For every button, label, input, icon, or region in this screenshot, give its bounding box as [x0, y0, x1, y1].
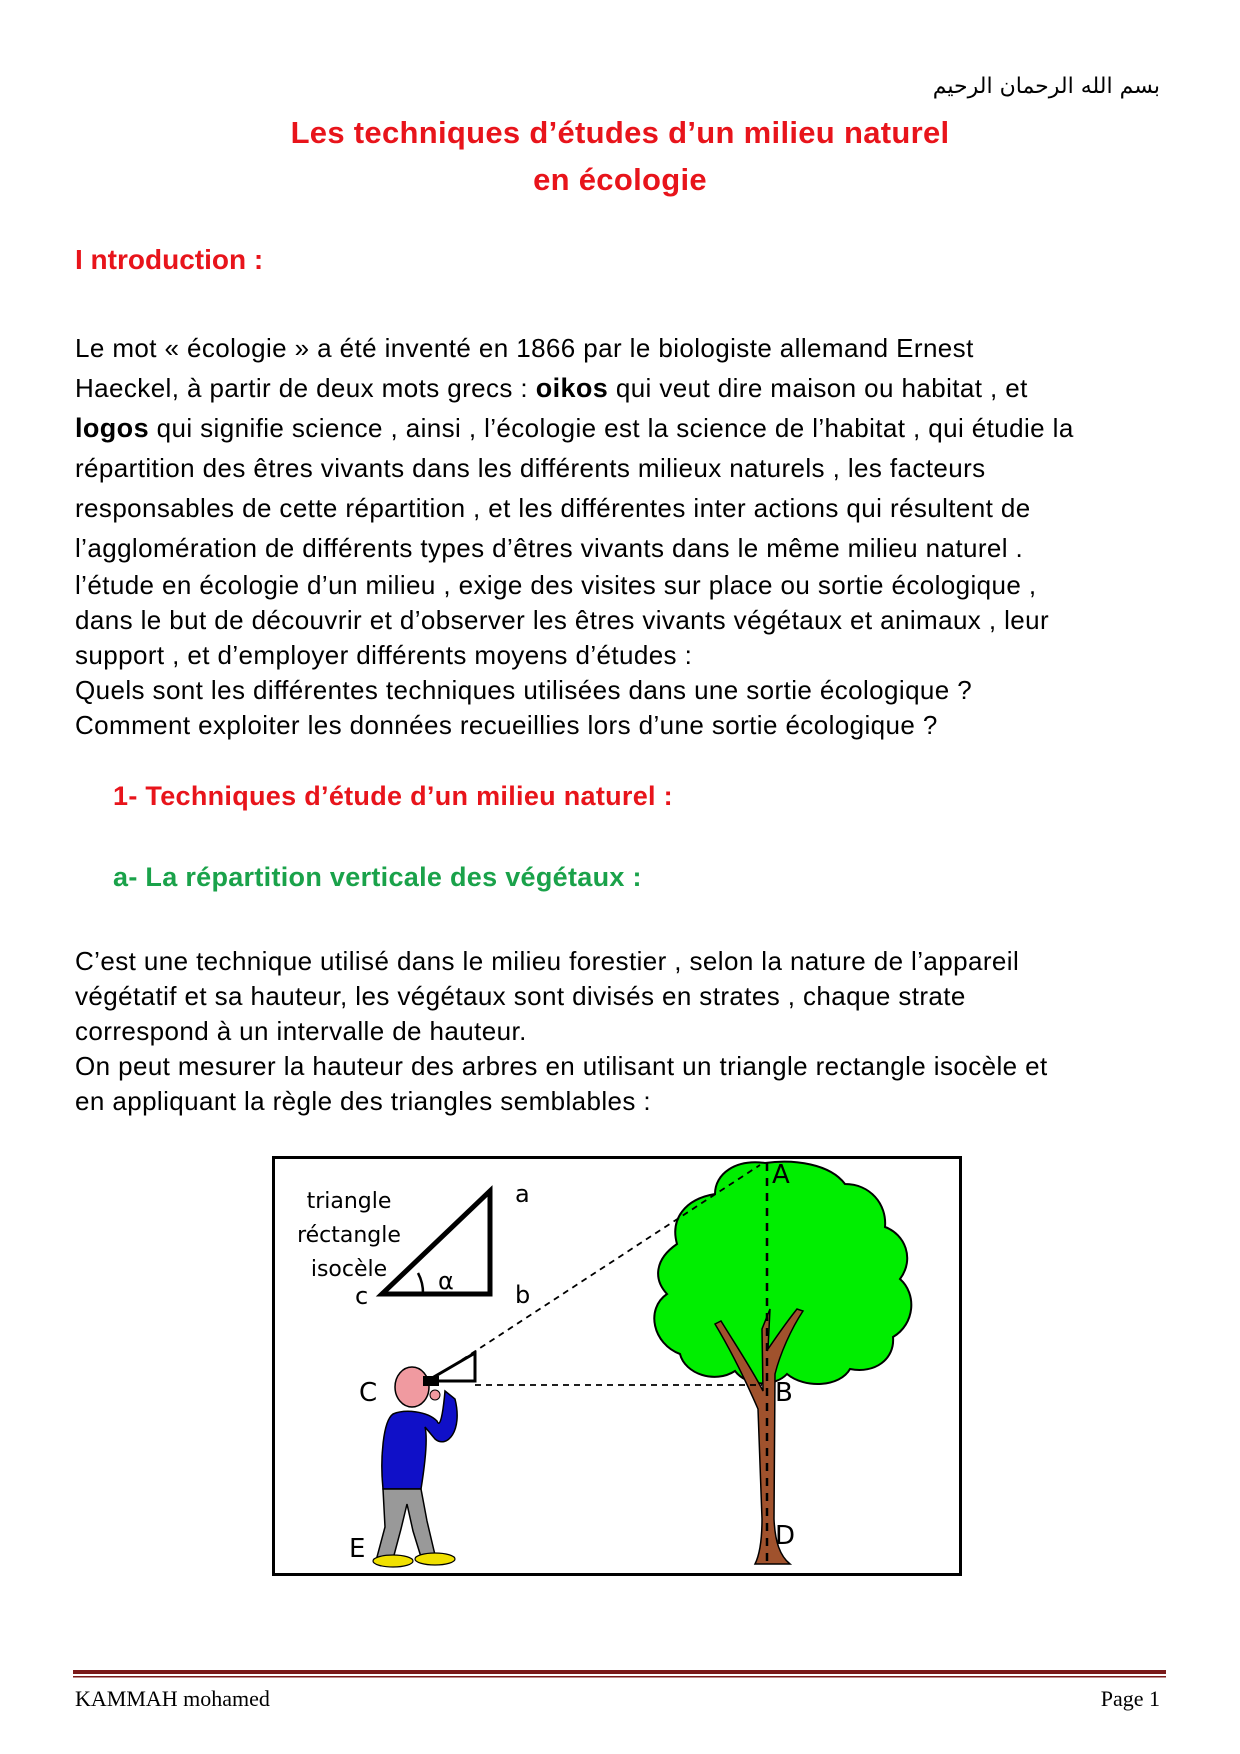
vertex-c-label: c — [355, 1282, 369, 1310]
tree-height-figure — [272, 1156, 962, 1576]
section-1-heading: 1- Techniques d’étude d’un milieu naturel : — [113, 781, 673, 811]
text-line: C’est une technique utilisé dans le milieu forestier , selon la nature de l’appareil — [75, 946, 1020, 976]
footer-page-number: Page 1 — [1100, 1686, 1160, 1711]
page-title-line2: en écologie — [533, 162, 707, 197]
text-line: l’étude en écologie d’un milieu , exige des visites sur place ou sortie écologique , — [75, 570, 1037, 600]
footer-rule — [73, 1670, 1166, 1678]
text-line: support , et d’employer différents moyens d’études : — [75, 640, 693, 670]
text-line: l’agglomération de différents types d’êtres vivants dans le même milieu naturel . — [75, 533, 1024, 563]
page-title-line1: Les techniques d’études d’un milieu naturel — [290, 115, 950, 150]
point-E-label: E — [349, 1534, 366, 1564]
text-line: Le mot « écologie » a été inventé en 1866 par le biologiste allemand Ernest — [75, 333, 974, 363]
term-oikos: oikos — [535, 373, 609, 403]
text-line: dans le but de découvrir et d’observer les êtres vivants végétaux et animaux , leur — [75, 605, 1050, 635]
point-B-label: B — [775, 1378, 793, 1408]
text-line: logos qui signifie science , ainsi , l’écologie est la science de l’habitat , qui étudie la — [75, 413, 1074, 443]
introduction-heading: I ntroduction : — [75, 244, 264, 275]
text-line: correspond à un intervalle de hauteur. — [75, 1016, 527, 1046]
text-line: répartition des êtres vivants dans les différents milieux naturels , les facteurs — [75, 453, 986, 483]
point-A-label: A — [772, 1160, 790, 1190]
point-D-label: D — [775, 1521, 796, 1551]
tree-height-diagram — [275, 1159, 959, 1573]
text-line: Quels sont les différentes techniques utilisées dans une sortie écologique ? — [75, 675, 973, 705]
text-line: responsables de cette répartition , et les différentes inter actions qui résultent de — [75, 493, 1031, 523]
text-line: On peut mesurer la hauteur des arbres en utilisant un triangle rectangle isocèle et — [75, 1051, 1048, 1081]
section-1a-heading: a- La répartition verticale des végétaux : — [113, 862, 642, 892]
triangle-label-2: réctangle — [297, 1223, 401, 1248]
term-logos: logos — [75, 413, 149, 443]
text-line: végétatif et sa hauteur, les végétaux sont divisés en strates , chaque strate — [75, 981, 966, 1011]
text-line: en appliquant la règle des triangles semblables : — [75, 1086, 652, 1116]
section-1a-paragraph — [75, 944, 1185, 1119]
triangle-label-3: isocèle — [310, 1257, 388, 1282]
text-line: Comment exploiter les données recueillies lors d’une sortie écologique ? — [75, 710, 938, 740]
point-C-label: C — [359, 1378, 378, 1408]
triangle-label-1: triangle — [306, 1189, 392, 1214]
vertex-b-label: b — [515, 1281, 531, 1309]
introduction-paragraph-2 — [75, 568, 1185, 743]
vertex-a-label: a — [515, 1180, 530, 1208]
bismillah: بسم الله الرحمان الرحيم — [932, 74, 1160, 99]
footer-author: KAMMAH mohamed — [75, 1686, 270, 1711]
observer-person — [373, 1367, 457, 1567]
alpha-label: α — [438, 1267, 454, 1295]
introduction-paragraph-1 — [75, 328, 1185, 568]
text-line: Haeckel, à partir de deux mots grecs : oikos qui veut dire maison ou habitat , et — [75, 373, 1028, 403]
angle-arc — [418, 1273, 423, 1294]
